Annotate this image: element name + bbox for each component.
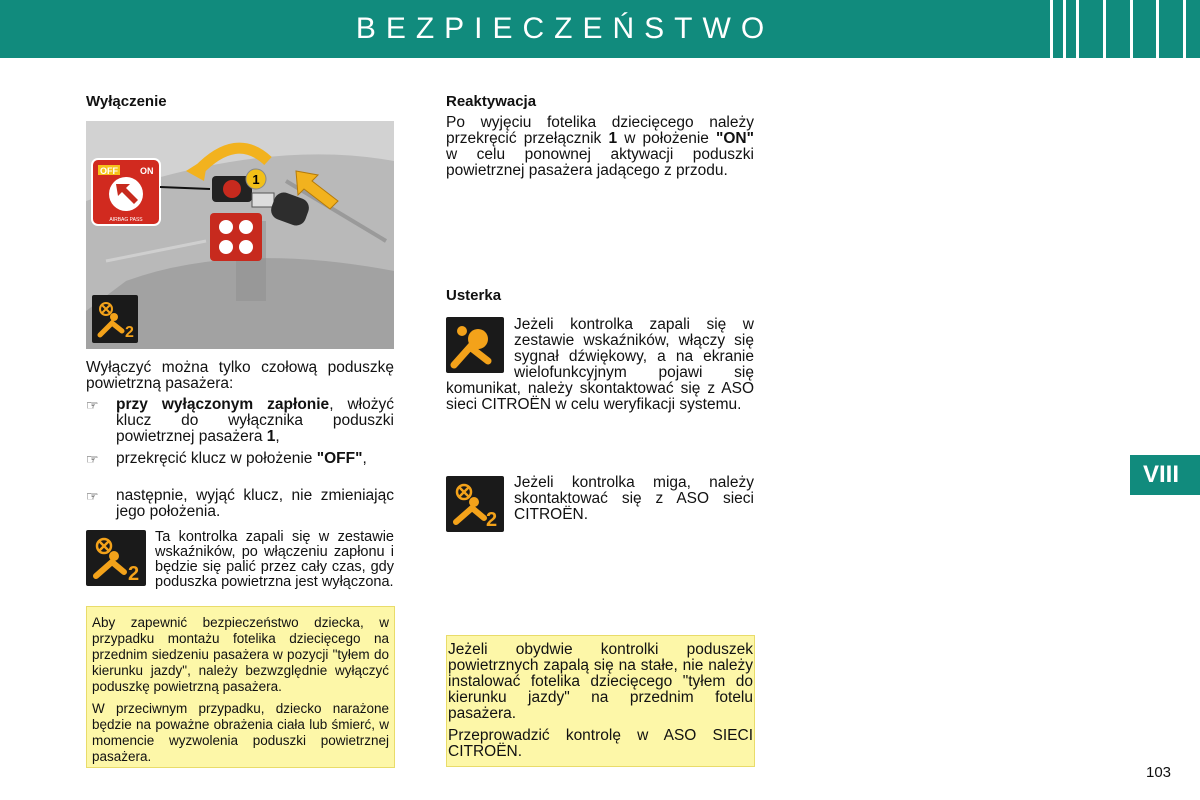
usterka-text-2: Jeżeli kontrolka miga, należy skontaktować się z ASO sieci CITROËN. (514, 474, 754, 523)
chapter-tab-label: VIII (1142, 461, 1179, 488)
list-item (86, 488, 394, 520)
page-number: 103 (1146, 764, 1172, 781)
section-heading-usterka: Usterka (446, 287, 502, 304)
airbag-switch-photo (86, 121, 394, 349)
switch-off-label: OFF (100, 166, 118, 176)
bullet-end: , (275, 428, 280, 445)
page-header (0, 0, 1200, 58)
bullet-end: , (362, 450, 367, 467)
safety-note (86, 606, 395, 768)
chapter-tab[interactable] (1130, 455, 1200, 495)
bullet-text: , włożyć klucz do wyłącznika poduszki powietrznej pasażera (116, 396, 394, 445)
bullet-text: następnie, wyjąć klucz, nie zmieniając jego położenia. (116, 487, 394, 520)
airbag-off-warning-icon (92, 295, 138, 343)
note-paragraph: W przeciwnym przypadku, dziecko narażone będzie na poważne obrażenia ciała lub śmierć, w momencie wyzwolenia poduszki powietrznej pasażera. (92, 701, 389, 764)
page-title: BEZPIECZEŃSTWO (355, 12, 775, 45)
note-paragraph: Przeprowadzić kontrolę w ASO SIECI CITROËN. (448, 727, 753, 760)
callout-number: 1 (252, 172, 260, 187)
airbag-off-warning-icon (86, 530, 146, 586)
indicator-description: Ta kontrolka zapali się w zestawie wskaźników, po włączeniu zapłonu i będzie się palić przez cały czas, gdy poduszka powietrzna jest wyłączona. (155, 529, 394, 590)
bullet-bold: przy wyłączonym zapłonie (116, 396, 330, 413)
reaktywacja-text: Po wyjęciu fotelika dziecięcego należy przekręcić przełącznik 1 w położenie "ON" w celu ponownej aktywacji poduszki powietrznej pasażera jadącego z przodu. (446, 114, 754, 179)
note-paragraph: Jeżeli obydwie kontrolki poduszek powietrznych zapalą się na stałe, nie należy instalować fotelika dziecięcego "tyłem do kierunku jazdy" na przednim fotelu pasażera. (448, 641, 753, 722)
list-item (86, 451, 394, 483)
warning-note (446, 635, 755, 767)
airbag-off-icon (86, 530, 146, 586)
usterka-text-1: Jeżeli kontrolka zapali się w zestawie wskaźników, włączy się sygnał dźwiękowy, a na ekranie wielofunkcyjnym pojawi się komunikat, należy skontaktować się z ASO sieci CITROËN w celu weryfikacji systemu. (446, 316, 754, 413)
bullet-bold: "OFF" (316, 450, 363, 467)
svg-text:2: 2 (486, 509, 498, 531)
airbag-off-icon (446, 476, 504, 532)
section-heading-wylaczenie: Wyłączenie (86, 93, 167, 110)
switch-on-label: ON (140, 166, 154, 176)
bullet-text: przekręcić klucz w położenie (116, 450, 317, 467)
hand-pointer-icon: ☞ (86, 451, 99, 467)
hand-pointer-icon: ☞ (86, 488, 99, 504)
list-item (86, 397, 394, 445)
header-stripe (1156, 0, 1159, 58)
svg-text:2: 2 (125, 324, 134, 341)
bullet-number: 1 (266, 428, 276, 445)
airbag-off-icon (92, 295, 138, 343)
hand-pointer-icon: ☞ (86, 397, 99, 413)
intro-text: Wyłączyć można tylko czołową poduszkę powietrzną pasażera: (86, 359, 394, 392)
header-stripe (1130, 0, 1133, 58)
switch-caption: AIRBAG PASS (109, 217, 143, 223)
svg-text:2: 2 (128, 563, 140, 585)
note-paragraph: Aby zapewnić bezpieczeństwo dziecka, w przypadku montażu fotelika dziecięcego na przednim siedzeniu pasażera w pozycji "tyłem do kierunku jazdy", należy bezwzględnie wyłączyć poduszkę powietrzną pasażera. (92, 615, 389, 694)
header-stripe (1183, 0, 1186, 58)
airbag-off-warning-icon (446, 476, 504, 532)
section-heading-reaktywacja: Reaktywacja (446, 93, 537, 110)
